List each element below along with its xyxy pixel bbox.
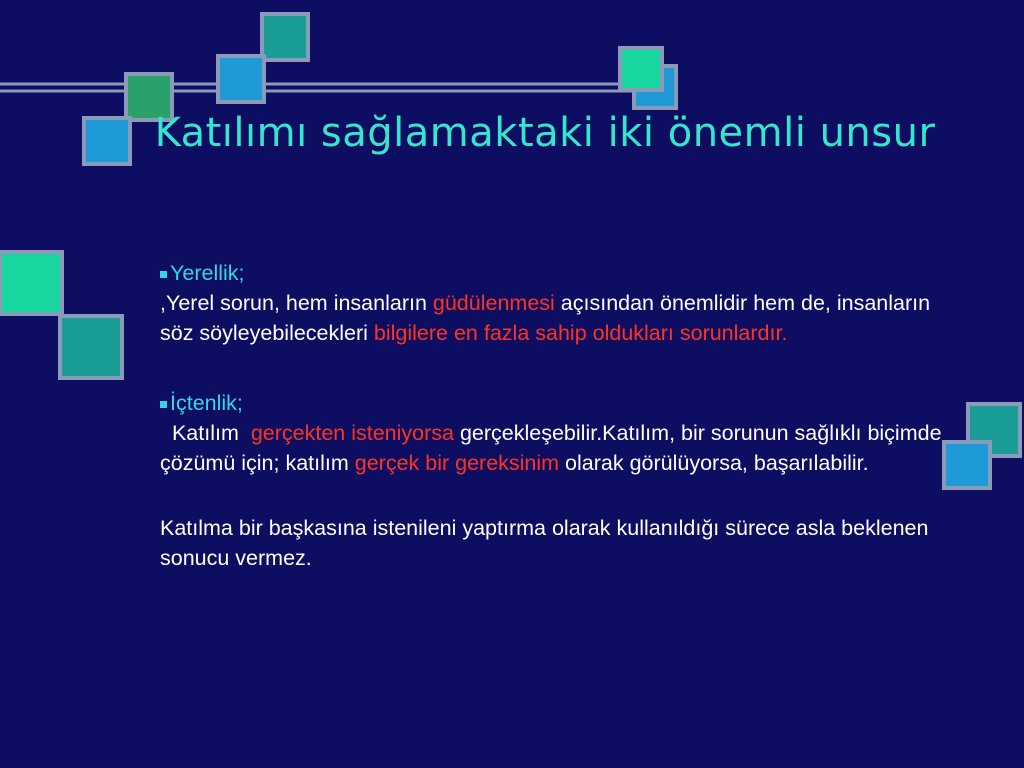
highlight-text: gerçek bir gereksinim <box>354 451 560 475</box>
square-top-2 <box>218 56 264 102</box>
section-heading-locality <box>160 258 960 288</box>
square-bullet-icon <box>160 271 167 278</box>
section-heading-text: İçtenlik; <box>170 391 243 415</box>
square-bullet-icon <box>160 401 167 408</box>
square-top-1 <box>262 14 308 60</box>
slide-title: Katılımı sağlamaktaki iki önemli unsur <box>154 110 936 156</box>
section-heading-text: Yerellik; <box>170 261 245 285</box>
highlight-text: güdülenmesi <box>432 291 555 315</box>
closing-paragraph: Katılma bir başkasına istenileni yaptırma olarak kullanıldığı sürece asla beklenen sonucu vermez. <box>160 516 929 570</box>
square-left-1 <box>0 252 62 314</box>
section-heading-sincerity <box>160 388 960 418</box>
highlight-text: gerçekten isteniyorsa <box>250 421 454 445</box>
square-left-2 <box>60 316 122 378</box>
top-rail <box>0 84 650 91</box>
square-top-4 <box>84 118 130 164</box>
section-body-sincerity <box>160 418 960 478</box>
slide-content <box>160 258 960 573</box>
text-run: Katılım <box>160 421 251 445</box>
text-run: ,Yerel sorun, hem insanların <box>160 291 433 315</box>
section-body-locality <box>160 288 960 348</box>
text-run: gerçekleşebilir.Katılım, bir sorunun sağlıklı biçimde çözümü için; katılım <box>160 421 948 475</box>
text-run: olarak görülüyorsa, başarılabilir. <box>559 451 869 475</box>
highlight-text: bilgilere en fazla sahip oldukları sorunlardır. <box>373 321 788 345</box>
square-top-right-2 <box>620 48 662 90</box>
text-run: açısından önemlidir hem de, insanların söz söyleyebilecekleri <box>160 291 931 345</box>
